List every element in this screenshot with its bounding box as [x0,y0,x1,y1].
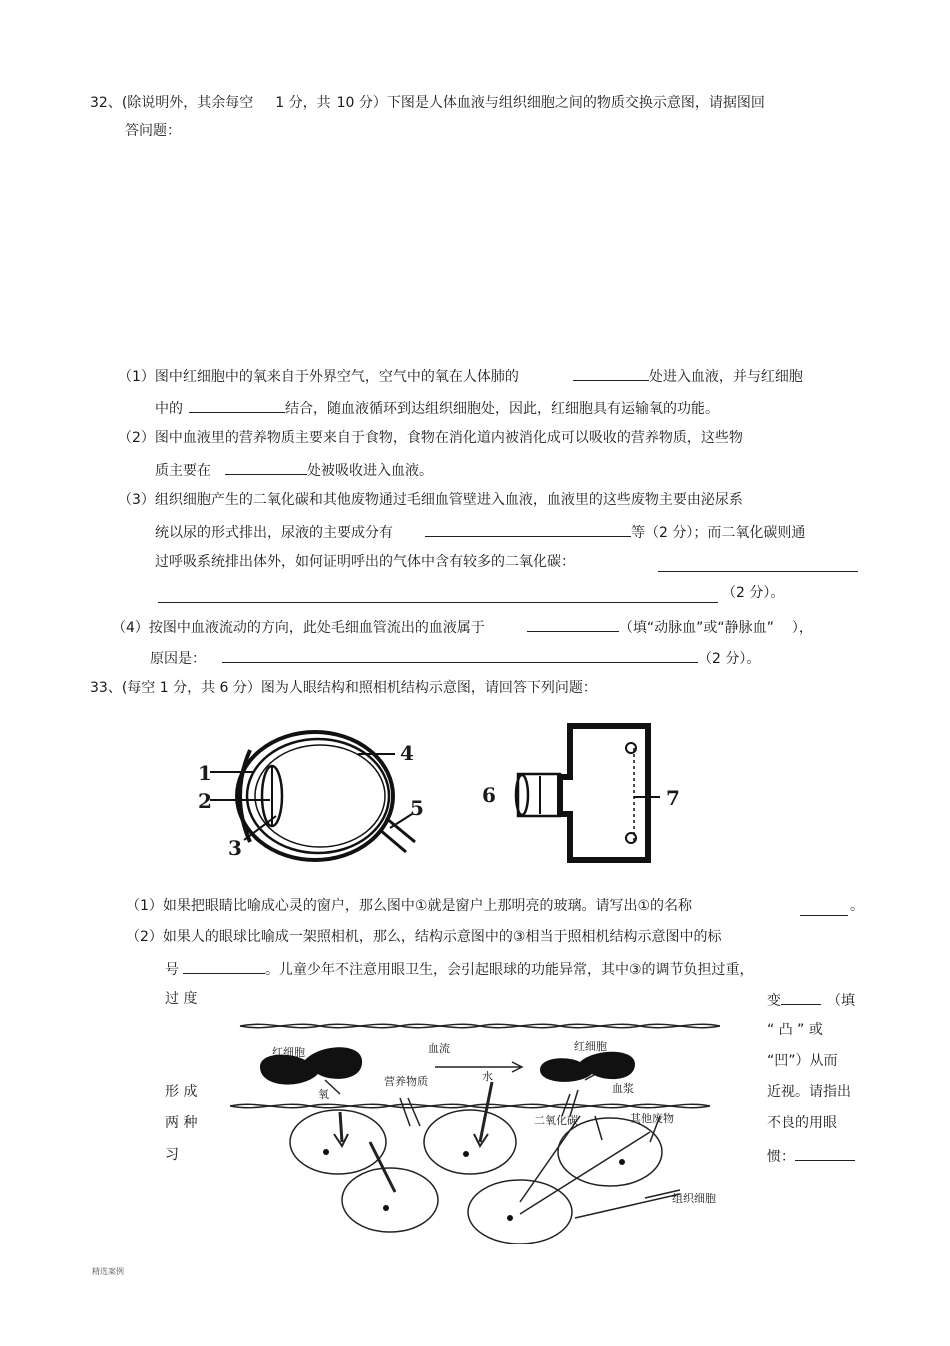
label-co2: 二氧化碳 [534,1114,578,1127]
right-text-3: “凹”）从而 [767,1053,838,1069]
answer-blank[interactable] [225,460,307,475]
answer-blank[interactable] [795,1146,855,1161]
answer-blank[interactable] [425,522,631,537]
left-text-4: 习 [165,1147,179,1163]
right-text-5: 不良的用眼 [767,1115,837,1131]
eye-label-2: 2 [198,789,212,813]
answer-blank[interactable] [658,557,858,572]
q32-part2-line1: （2）图中血液里的营养物质主要来自于食物，食物在消化道内被消化成可以吸收的营养物质，这些物 [118,430,743,446]
answer-blank[interactable] [158,588,718,603]
label-blood-flow: 血流 [428,1042,450,1055]
q32-header-cont: 答问题： [125,123,181,139]
eye-label-5: 5 [410,796,424,820]
left-text-3: 两 种 [165,1115,198,1131]
eye-label-3: 3 [228,836,242,860]
blood-tissue-diagram [230,1012,730,1244]
answer-blank[interactable] [527,617,619,632]
page-footer: 精选案例 [92,1267,124,1276]
q32-part3-line1: （3）组织细胞产生的二氧化碳和其他废物通过毛细血管壁进入血液，血液里的这些废物主要由泌尿系 [118,492,743,508]
camera-label-7: 7 [666,786,680,810]
q33-part1-end: 。 [850,898,864,914]
label-plasma: 血浆 [612,1082,634,1095]
label-nutrients: 营养物质 [384,1075,428,1088]
answer-blank[interactable] [781,990,821,1005]
q33-header: 33、(每空 1 分，共 6 分）图为人眼结构和照相机结构示意图，请回答下列问题： [90,680,597,696]
label-tissue-cell: 组织细胞 [672,1192,716,1205]
label-oxygen: 氧 [318,1088,329,1101]
right-text-6: 惯： [767,1146,855,1166]
q32-part2-line2: 质主要在 处被吸收进入血液。 [155,460,433,480]
camera-label-6: 6 [482,783,496,807]
right-text-1: 变 （填 [767,990,855,1010]
q32-part1-line2: 中的 结合，随血液循环到达组织细胞处，因此，红细胞具有运输氧的功能。 [155,398,719,418]
q33-part2-line2: 号 。儿童少年不注意用眼卫生，会引起眼球的功能异常，其中③的调节负担过重， [165,959,754,979]
q32-part3-line3: 过呼吸系统排出体外，如何证明呼出的气体中含有较多的二氧化碳： [155,554,575,570]
left-text-1: 过 度 [165,991,198,1007]
answer-blank[interactable] [189,398,285,413]
label-red-cell-left: 红细胞 [272,1046,305,1059]
q32-part3-line2: 统以尿的形式排出，尿液的主要成分有 等（2 分）；而二氧化碳则通 [155,522,805,542]
q32-header: 32、(除说明外，其余每空 1 分，共 10 分）下图是人体血液与组织细胞之间的物质交换示意图，请据图回 [90,95,765,111]
label-red-cell-right: 红细胞 [574,1040,607,1053]
answer-blank[interactable] [800,901,848,916]
q33-part1: （1）如果把眼睛比喻成心灵的窗户，那么图中①就是窗户上那明亮的玻璃。请写出①的名称 [126,898,693,914]
eye-label-1: 1 [198,761,212,785]
eye-label-4: 4 [400,741,414,765]
answer-blank[interactable] [573,366,649,381]
right-text-2: “ 凸 ” 或 [767,1022,823,1038]
q33-part2-line1: （2）如果人的眼球比喻成一架照相机，那么，结构示意图中的③相当于照相机结构示意图中的标 [126,929,722,945]
q32-part4-line1: （4）按图中血液流动的方向，此处毛细血管流出的血液属于 （填“动脉血”或“静脉血” ）， [112,617,813,637]
label-water: 水 [482,1070,493,1083]
left-text-2: 形 成 [165,1084,198,1100]
right-text-4: 近视。请指出 [767,1084,851,1100]
camera-diagram [500,722,680,867]
answer-blank[interactable] [183,959,265,974]
q32-part4-line2: 原因是： （2 分）。 [150,648,760,668]
answer-blank[interactable] [222,648,698,663]
q32-part1-line1: （1）图中红细胞中的氧来自于外界空气，空气中的氧在人体肺的 处进入血液，并与红细胞 [118,366,803,386]
label-other-waste: 其他废物 [630,1112,674,1125]
q32-part3-score: （2 分）。 [722,585,785,601]
